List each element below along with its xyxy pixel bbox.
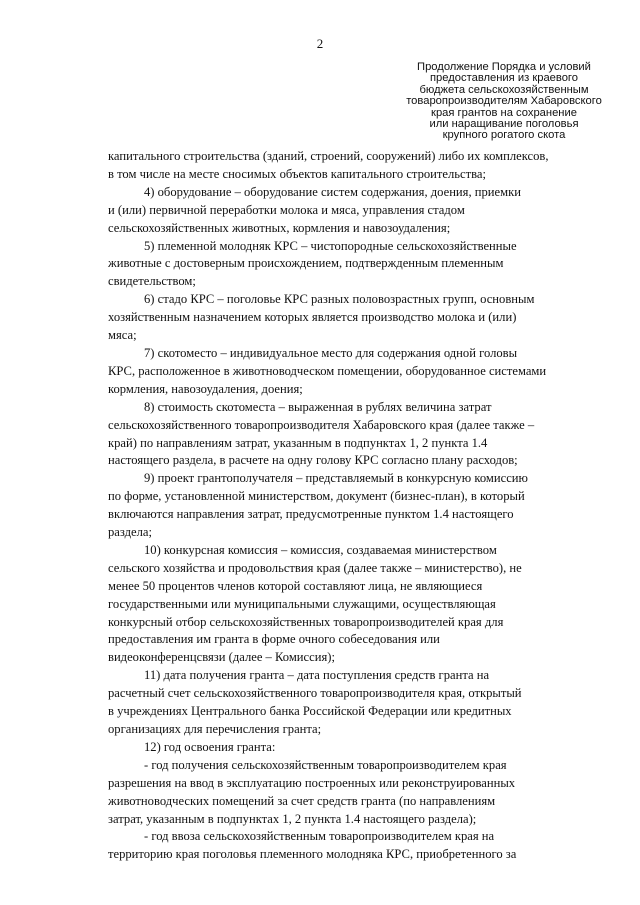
- header-note-line: бюджета сельскохозяйственным: [419, 83, 589, 96]
- header-note-line: предоставления из краевого: [430, 72, 578, 85]
- paragraph-item-6: 6) стадо КРС – поголовье КРС разных половозрастных групп, основным хозяйственным назначением которых является производство молока и (или) мяса;: [108, 292, 535, 343]
- paragraph-subitem-1: - год получения сельскохозяйственным товаропроизводителем края разрешения на ввод в эксплуатацию построенных или реконструированных животноводческих помещений за счет средств гранта (по направлениям затрат, указанным в подпунктах 1, 2 пункта 1.4 настоящего раздела);: [108, 757, 516, 826]
- paragraph-item-9: 9) проект грантополучателя – представляемый в конкурсную комиссию по форме, установленной министерством, документ (бизнес-план), в который включаются направления затрат, предусмотренные пунктом 1.4 настоящего раздела;: [108, 471, 528, 540]
- header-note-line: Продолжение Порядка и условий: [417, 61, 591, 73]
- paragraph-item-11: 11) дата получения гранта – дата поступления средств гранта на расчетный счет сельскохозяйственного товаропроизводителя края, открытый в учреждениях Центрального банка Российской Федерации или кредитных организациях для перечисления гранта;: [108, 668, 522, 736]
- header-note-line: товаропроизводителям Хабаровского: [406, 95, 602, 108]
- header-note-line: крупного рогатого скота: [442, 129, 566, 142]
- paragraph-item-12: 12) год освоения гранта:: [144, 739, 276, 754]
- paragraph-item-4: 4) оборудование – оборудование систем содержания, доения, приемки и (или) первичной переработки молока и мяса, управления стадом сельскохозяйственных животных, кормления и навозоудаления;: [108, 184, 521, 235]
- paragraph-subitem-2: - год ввоза сельскохозяйственным товаропроизводителем края на территорию края поголовья племенного молодняка КРС, приобретенного за: [108, 829, 517, 862]
- page-number: 2: [316, 36, 324, 51]
- paragraph-item-5: 5) племенной молодняк КРС – чистопородные сельскохозяйственные животные с достоверным происхождением, подтвержденным племенным свидетельством;: [108, 238, 517, 289]
- paragraph-item-8: 8) стоимость скотоместа – выраженная в рублях величина затрат сельскохозяйственного товаропроизводителя Хабаровского края (далее также – край) по направлениям затрат, указанным в подпунктах 1, 2 пункта 1.4 настоящего раздела, в расчете на одну голову КРС согласно плану расходов;: [108, 399, 535, 468]
- header-note-line: края грантов на сохранение: [431, 106, 577, 119]
- paragraph-item-10: 10) конкурсная комиссия – комиссия, создаваемая министерством сельского хозяйства и продовольствия края (далее также – министерство), не менее 50 процентов членов которой составляют лица, не являющиеся государственными или муниципальными служащими, осуществляющая конкурсный отбор сельскохозяйственных товаропроизводителей края для предоставления им гранта в форме очного собеседования или видеоконференцсвязи (далее – Комиссия);: [108, 542, 522, 665]
- header-note-line: или наращивание поголовья: [429, 118, 579, 131]
- body-text: [108, 148, 610, 864]
- paragraph-continuation: капитального строительства (зданий, строений, сооружений) либо их комплексов, в том числе на месте сносимых объектов капитального строительства;: [108, 149, 549, 181]
- header-note: [392, 62, 616, 142]
- paragraph-item-7: 7) скотоместо – индивидуальное место для содержания одной головы КРС, расположенное в животноводческом помещении, оборудованное системами кормления, навозоудаления, доения;: [108, 345, 547, 396]
